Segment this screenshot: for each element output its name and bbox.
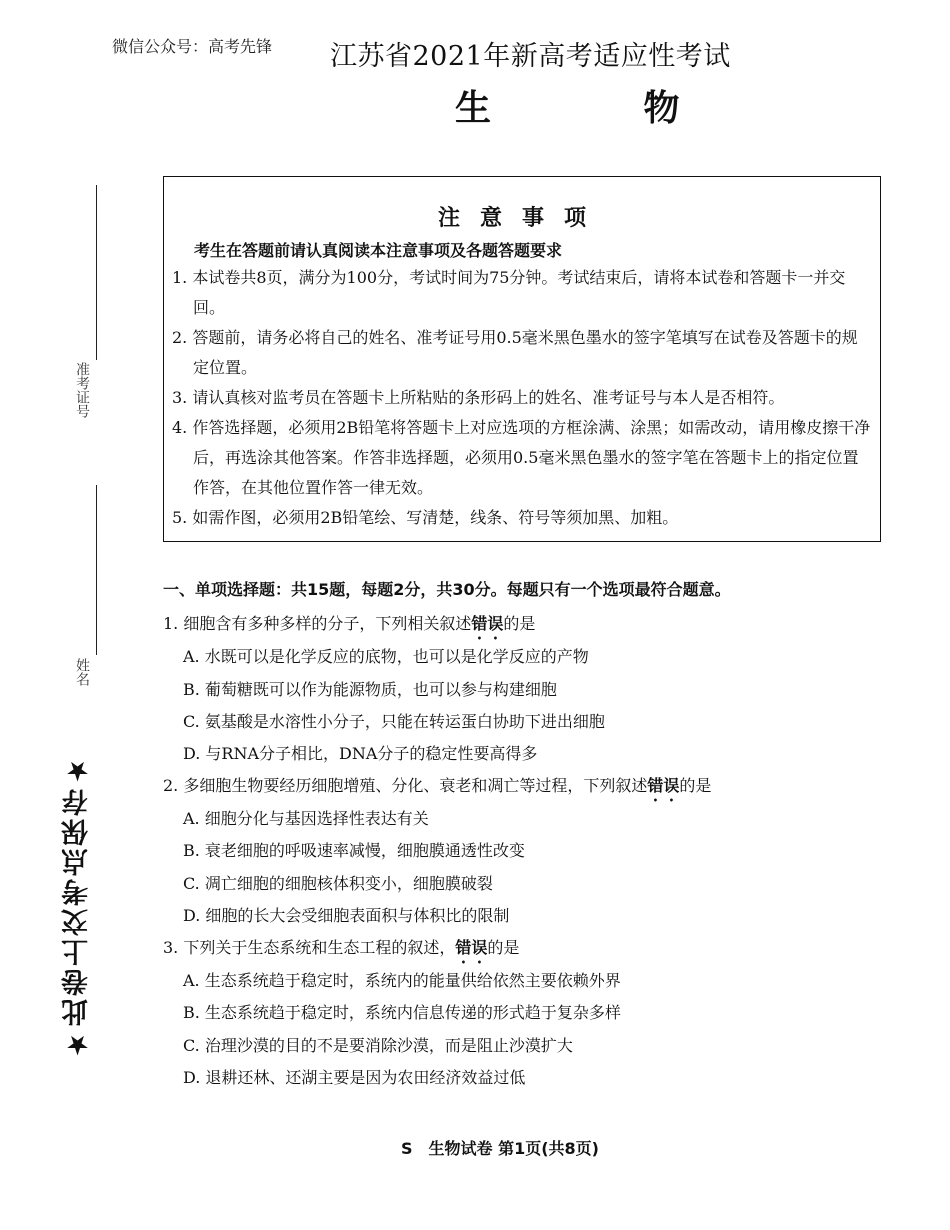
emphasis-mark: 错误	[455, 938, 488, 957]
emphasis-mark: 错误	[647, 776, 680, 795]
page-footer: S 生物试卷 第1页(共8页)	[401, 1139, 599, 1158]
name-label: 姓名	[74, 658, 90, 686]
stem-text: 的是	[487, 938, 520, 957]
question-2-option-d: D. 细胞的长大会受细胞表面积与体积比的限制	[183, 906, 510, 925]
question-3-option-a: A. 生态系统趋于稳定时，系统内的能量供给依然主要依赖外界	[183, 971, 621, 990]
exam-id-label: 准考证号	[74, 362, 90, 418]
question-1-option-a: A. 水既可以是化学反应的底物，也可以是化学反应的产物	[183, 647, 589, 666]
stem-text: 2. 多细胞生物要经历细胞增殖、分化、衰老和凋亡等过程，下列叙述	[163, 776, 648, 795]
notice-item: 5. 如需作图，必须用2B铅笔绘、写清楚，线条、符号等须加黑、加粗。	[172, 508, 679, 527]
question-1-option-b: B. 葡萄糖既可以作为能源物质，也可以参与构建细胞	[183, 680, 557, 699]
exam-title: 江苏省2021年新高考适应性考试	[330, 41, 731, 72]
question-1-option-c: C. 氨基酸是水溶性小分子，只能在转运蛋白协助下进出细胞	[183, 712, 605, 731]
notice-item: 1. 本试卷共8页，满分为100分，考试时间为75分钟。考试结束后，请将本试卷和答题卡一并交回。	[172, 268, 846, 317]
question-2-stem	[163, 773, 711, 805]
notice-item: 3. 请认真核对监考员在答题卡上所粘贴的条形码上的姓名、准考证号与本人是否相符。	[172, 388, 785, 407]
notice-box	[163, 176, 881, 542]
notice-list	[172, 263, 872, 533]
subject-title: 生 物	[455, 88, 750, 129]
stem-text: 1. 细胞含有多种多样的分子，下列相关叙述	[163, 614, 472, 633]
notice-item: 2. 答题前，请务必将自己的姓名、准考证号用0.5毫米黑色墨水的签字笔填写在试卷及答题卡的规定位置。	[172, 328, 858, 377]
name-line	[96, 485, 97, 655]
stem-text: 的是	[503, 614, 536, 633]
notice-title: 注意事项	[437, 206, 606, 231]
stem-text: 3. 下列关于生态系统和生态工程的叙述，	[163, 938, 456, 957]
question-3-option-b: B. 生态系统趋于稳定时，系统内信息传递的形式趋于复杂多样	[183, 1003, 621, 1022]
question-3-stem	[163, 935, 519, 967]
notice-subtitle: 考生在答题前请认真阅读本注意事项及各题答题要求	[194, 241, 563, 260]
question-2-option-b: B. 衰老细胞的呼吸速率减慢，细胞膜通透性改变	[183, 841, 525, 860]
question-3-option-d: D. 退耕还林、还湖主要是因为农田经济效益过低	[183, 1068, 526, 1087]
question-2-option-a: A. 细胞分化与基因选择性表达有关	[183, 809, 429, 828]
section-heading: 一、单项选择题：共15题，每题2分，共30分。每题只有一个选项最符合题意。	[163, 580, 731, 599]
keep-exam-slogan: ★此卷上交考点保存★	[62, 752, 93, 1060]
question-2-option-c: C. 凋亡细胞的细胞核体积变小，细胞膜破裂	[183, 874, 493, 893]
question-3-option-c: C. 治理沙漠的目的不是要消除沙漠，而是阻止沙漠扩大	[183, 1036, 573, 1055]
exam-id-line	[96, 185, 97, 360]
wechat-account-label: 微信公众号：高考先锋	[112, 37, 273, 56]
question-1-option-d: D. 与RNA分子相比，DNA分子的稳定性要高得多	[183, 744, 538, 763]
question-1-stem	[163, 611, 535, 643]
stem-text: 的是	[679, 776, 712, 795]
emphasis-mark: 错误	[471, 614, 504, 633]
notice-item: 4. 作答选择题，必须用2B铅笔将答题卡上对应选项的方框涂满、涂黑；如需改动，请用橡皮擦干净后，再选涂其他答案。作答非选择题，必须用0.5毫米黑色墨水的签字笔在答题卡上的指定位置作答，在其他位置作答一律无效。	[172, 418, 871, 497]
